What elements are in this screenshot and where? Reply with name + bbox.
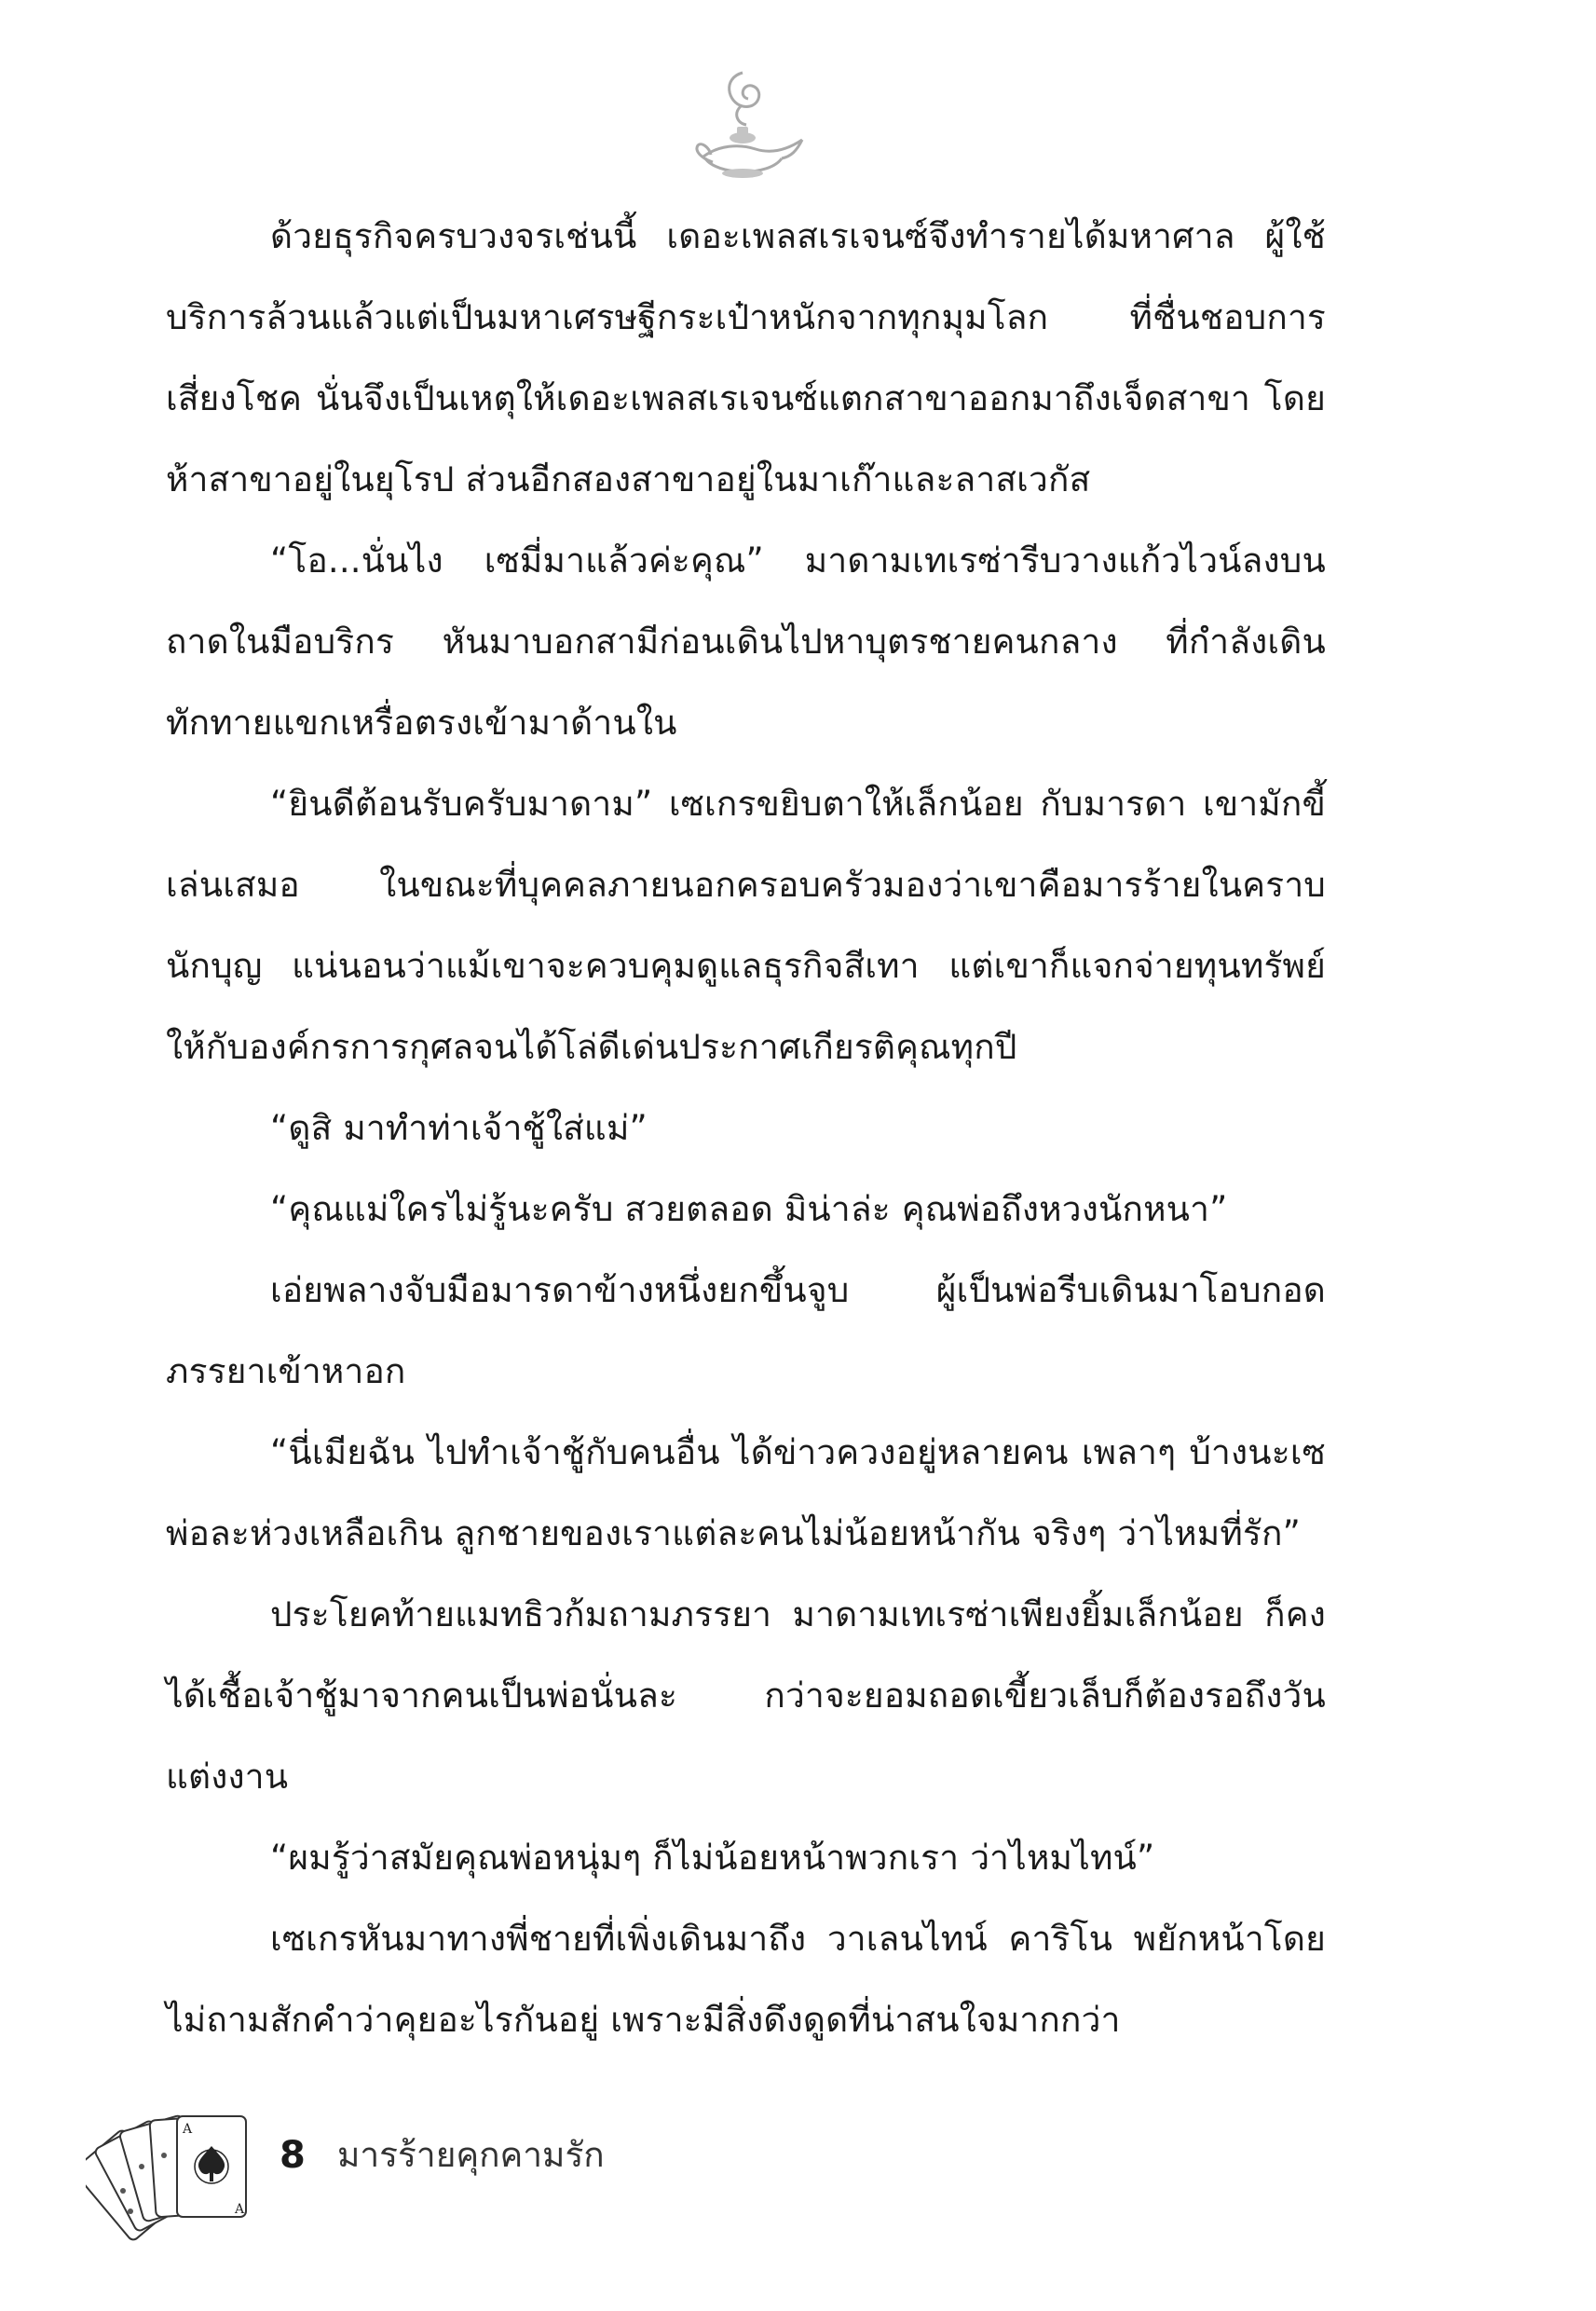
paragraph: ประโยคท้ายแมทธิวก้มถามภรรยา มาดามเทเรซ่าเพียงยิ้มเล็กน้อย ก็คงได้เชื้อเจ้าชู้มาจากคนเป็นพ่อนั่นละ กว่าจะยอมถอดเขี้ยวเล็บก็ต้องรอถึงวันแต่งงาน bbox=[166, 1594, 1326, 1797]
paragraph: “ดูสิ มาทำท่าเจ้าชู้ใส่แม่” bbox=[270, 1108, 648, 1148]
page-number: 8 bbox=[280, 2134, 306, 2177]
body-text bbox=[166, 196, 1326, 2060]
book-title: มารร้ายคุกคามรัก bbox=[337, 2135, 605, 2175]
paragraph: เซเกรหันมาทางพี่ชายที่เพิ่งเดินมาถึง วาเลนไทน์ คาริโน พยักหน้าโดยไม่ถามสักคำว่าคุยอะไรกันอยู่ เพราะมีสิ่งดึงดูดที่น่าสนใจมากกว่า bbox=[166, 1919, 1326, 2040]
paragraph: เอ่ยพลางจับมือมารดาข้างหนึ่งยกขึ้นจูบ ผู้เป็นพ่อรีบเดินมาโอบกอดภรรยาเข้าหาอก bbox=[166, 1270, 1326, 1391]
paragraph: “ยินดีต้อนรับครับมาดาม” เซเกรขยิบตาให้เล็กน้อย กับมารดา เขามักขี้เล่นเสมอ ในขณะที่บุคคลภายนอกครอบครัวมองว่าเขาคือมารร้ายในคราบนักบุญ แน่นอนว่าแม้เขาจะควบคุมดูแลธุรกิจสีเทา แต่เขาก็แจกจ่ายทุนทรัพย์ให้กับองค์กรการกุศลจนได้โล่ดีเด่นประกาศเกียรติคุณทุกปี bbox=[166, 784, 1326, 1067]
playing-cards-icon bbox=[86, 2101, 258, 2255]
paragraph: ด้วยธุรกิจครบวงจรเช่นนี้ เดอะเพลสเรเจนซ์จึงทำรายได้มหาศาล ผู้ใช้บริการล้วนแล้วแต่เป็นมหาเศรษฐีกระเป๋าหนักจากทุกมุมโลก ที่ชื่นชอบการเสี่ยงโชค นั่นจึงเป็นเหตุให้เดอะเพลสเรเจนซ์แตกสาขาออกมาถึงเจ็ดสาขา โดยห้าสาขาอยู่ในยุโรป ส่วนอีกสองสาขาอยู่ในมาเก๊าและลาสเวกัส bbox=[166, 216, 1326, 499]
svg-text:A: A bbox=[235, 2202, 245, 2217]
paragraph: “โอ...นั่นไง เซมี่มาแล้วค่ะคุณ” มาดามเทเรซ่ารีบวางแก้วไวน์ลงบนถาดในมือบริกร หันมาบอกสามีก่อนเดินไปหาบุตรชายคนกลาง ที่กำลังเดินทักทายแขกเหรื่อตรงเข้ามาด้านใน bbox=[166, 540, 1326, 743]
svg-text:A: A bbox=[183, 2122, 193, 2137]
paragraph: “นี่เมียฉัน ไปทำเจ้าชู้กับคนอื่น ได้ข่าวควงอยู่หลายคน เพลาๆ บ้างนะเซ พ่อละห่วงเหลือเกิน ลูกชายของเราแต่ละคนไม่น้อยหน้ากัน จริงๆ ว่าไหมที่รัก” bbox=[166, 1432, 1326, 1553]
paragraph: “คุณแม่ใครไม่รู้นะครับ สวยตลอด มิน่าล่ะ คุณพ่อถึงหวงนักหนา” bbox=[270, 1189, 1228, 1229]
magic-lamp-icon bbox=[685, 65, 815, 186]
paragraph: “ผมรู้ว่าสมัยคุณพ่อหนุ่มๆ ก็ไม่น้อยหน้าพวกเรา ว่าไหมไทน์” bbox=[270, 1838, 1155, 1878]
